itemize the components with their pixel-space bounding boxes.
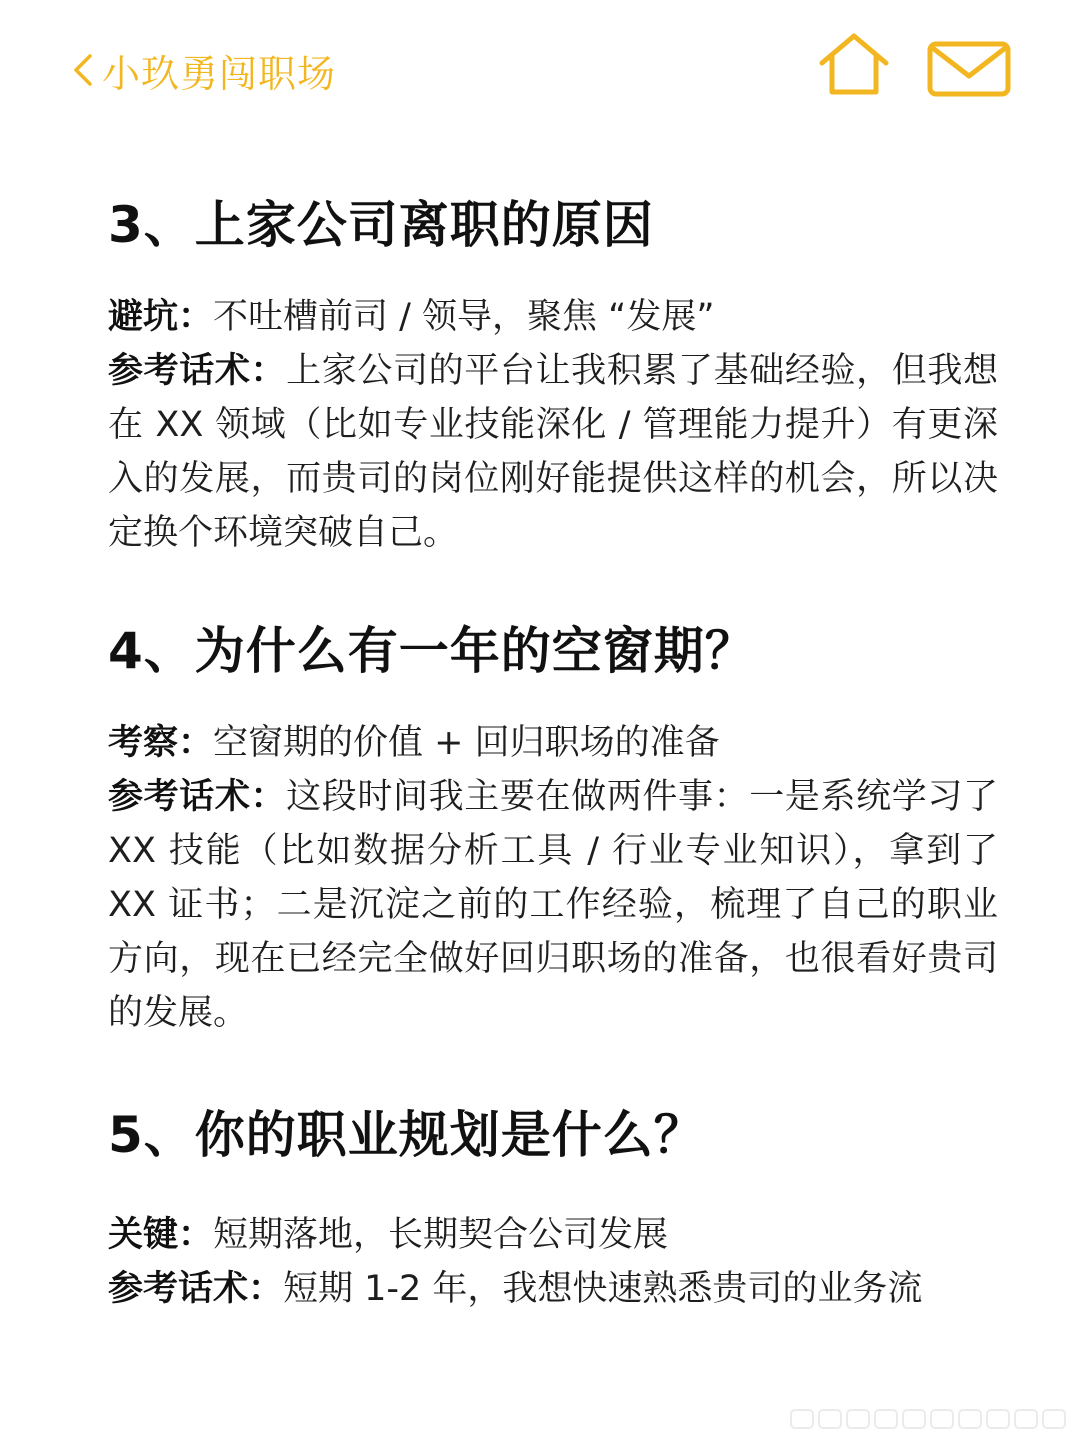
paragraph-label: 参考话术： (108, 1269, 284, 1309)
paragraph (108, 290, 998, 344)
paragraph-label: 参考话术： (108, 777, 287, 817)
paragraph-label: 避坑： (108, 297, 214, 337)
watermark-mark (818, 1409, 842, 1429)
watermark-mark (930, 1409, 954, 1429)
home-button[interactable] (818, 30, 890, 98)
paragraph-text: 空窗期的价值 + 回归职场的准备 (213, 723, 720, 763)
mail-button[interactable] (926, 40, 1012, 98)
section-title: 3、上家公司离职的原因 (108, 196, 654, 254)
watermark-mark (846, 1409, 870, 1429)
article-content (108, 190, 998, 1316)
section-body (108, 1208, 998, 1316)
app-title: 小玖勇闯职场 (102, 51, 337, 96)
home-icon (818, 30, 890, 98)
watermark-mark (986, 1409, 1010, 1429)
paragraph (108, 344, 998, 560)
watermark-mark (1042, 1409, 1066, 1429)
paragraph-text: 这段时间我主要在做两件事：一是系统学习了 XX 技能（比如数据分析工具 / 行业专业知识），拿到了 XX 证书；二是沉淀之前的工作经验，梳理了自己的职业方向，现在已经完全做好回归职场的准备，也很看好贵司的发展。 (108, 777, 998, 1033)
paragraph-text: 上家公司的平台让我积累了基础经验，但我想在 XX 领域（比如专业技能深化 / 管理能力提升）有更深入的发展，而贵司的岗位刚好能提供这样的机会，所以决定换个环境突破自己。 (108, 351, 998, 553)
section-title: 5、你的职业规划是什么？ (108, 1106, 705, 1164)
paragraph-text: 短期 1-2 年，我想快速熟悉贵司的业务流 (283, 1269, 923, 1309)
watermark-mark (902, 1409, 926, 1429)
paragraph (108, 716, 998, 770)
paragraph-text: 不吐槽前司 / 领导，聚焦 “发展” (213, 297, 715, 337)
watermark-mark (790, 1409, 814, 1429)
section-body (108, 716, 998, 1040)
watermark-mark (958, 1409, 982, 1429)
watermark-mark (874, 1409, 898, 1429)
section-body (108, 290, 998, 560)
paragraph-text: 短期落地，长期契合公司发展 (213, 1215, 669, 1255)
watermark-mark (1014, 1409, 1038, 1429)
paragraph (108, 770, 998, 1040)
top-bar (0, 0, 1080, 140)
mail-icon (926, 40, 1012, 98)
section-title: 4、为什么有一年的空窗期？ (108, 622, 756, 680)
watermark (790, 1409, 1066, 1429)
chevron-left-icon (70, 50, 96, 90)
paragraph-label: 考察： (108, 723, 214, 763)
back-button[interactable] (70, 40, 336, 100)
paragraph (108, 1262, 998, 1316)
paragraph-label: 参考话术： (108, 351, 287, 391)
paragraph-label: 关键： (108, 1215, 214, 1255)
paragraph (108, 1208, 998, 1262)
